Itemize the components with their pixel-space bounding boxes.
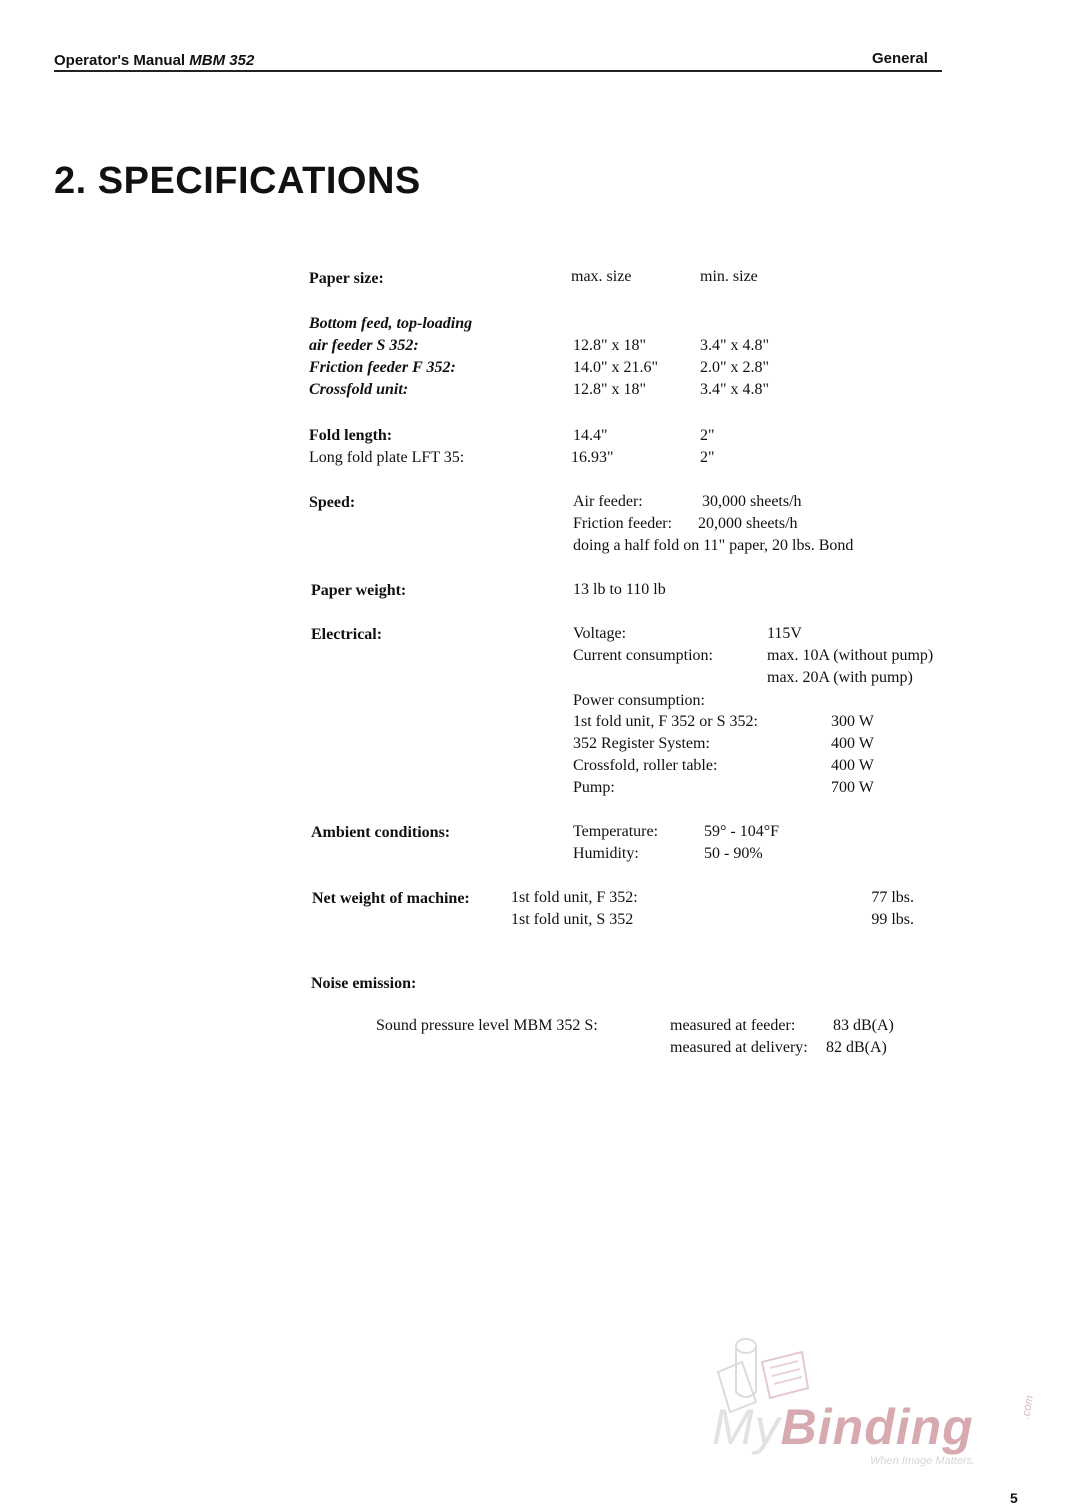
watermark-tagline: When Image Matters.: [870, 1455, 976, 1467]
power-row-label: 1st fold unit, F 352 or S 352:: [573, 713, 758, 730]
feeder-measure-value: 83 dB(A): [833, 1017, 894, 1034]
air-feeder-speed-label: Air feeder:: [573, 493, 643, 510]
bottom-feed-label: Bottom feed, top-loading: [309, 315, 473, 332]
delivery-measure-label: measured at delivery:: [670, 1039, 808, 1056]
air-feeder-label: air feeder S 352:: [309, 337, 419, 354]
friction-feeder-min: 2.0" x 2.8": [700, 359, 770, 376]
noise-emission-label: Noise emission:: [311, 975, 417, 992]
electrical-label: Electrical:: [311, 626, 383, 643]
humidity-label: Humidity:: [573, 845, 639, 862]
page-number: 5: [1010, 1490, 1018, 1506]
fold-length-min: 2": [700, 427, 715, 444]
min-size-header: min. size: [700, 268, 758, 285]
header-manual-label: Operator's Manual: [54, 52, 190, 69]
air-feeder-min: 3.4" x 4.8": [700, 337, 770, 354]
power-row-value: 400 W: [831, 757, 874, 774]
current-consumption-label: Current consumption:: [573, 647, 713, 664]
long-fold-plate-min: 2": [700, 449, 715, 466]
power-row-label: 352 Register System:: [573, 735, 710, 752]
long-fold-plate-label: Long fold plate LFT 35:: [309, 449, 465, 466]
header-title: [54, 52, 254, 69]
current-consumption-value-2: max. 20A (with pump): [767, 669, 913, 686]
voltage-value: 115V: [767, 625, 802, 642]
page-title: 2. SPECIFICATIONS: [54, 160, 421, 202]
speed-label: Speed:: [309, 494, 356, 511]
paper-weight-label: Paper weight:: [311, 582, 407, 599]
watermark-binding: Binding: [780, 1399, 974, 1455]
crossfold-unit-max: 12.8" x 18": [573, 381, 647, 398]
power-row-label: Crossfold, roller table:: [573, 757, 718, 774]
long-fold-plate-max: 16.93": [571, 449, 614, 466]
speed-note: doing a half fold on 11" paper, 20 lbs. Bond: [573, 537, 854, 554]
friction-feeder-max: 14.0" x 21.6": [573, 359, 659, 376]
voltage-label: Voltage:: [573, 625, 627, 642]
net-weight-row-value: 99 lbs.: [871, 911, 914, 928]
watermark-wordmark: [712, 1398, 974, 1456]
air-feeder-max: 12.8" x 18": [573, 337, 647, 354]
watermark-com: .com: [1020, 1394, 1036, 1421]
power-row-value: 300 W: [831, 713, 874, 730]
humidity-value: 50 - 90%: [704, 845, 763, 862]
delivery-measure-value: 82 dB(A): [826, 1039, 887, 1056]
paper-size-label: Paper size:: [309, 270, 384, 287]
feeder-measure-label: measured at feeder:: [670, 1017, 796, 1034]
friction-feeder-label: Friction feeder F 352:: [309, 359, 456, 376]
power-row-value: 700 W: [831, 779, 874, 796]
power-row-value: 400 W: [831, 735, 874, 752]
power-consumption-label: Power consumption:: [573, 692, 705, 709]
air-feeder-speed-value: 30,000 sheets/h: [702, 493, 802, 510]
header-rule: [54, 70, 942, 72]
fold-length-max: 14.4": [573, 427, 608, 444]
header-section: General: [872, 50, 928, 67]
net-weight-row-label: 1st fold unit, F 352:: [511, 889, 638, 906]
net-weight-label: Net weight of machine:: [312, 890, 470, 907]
header-model: MBM 352: [189, 52, 255, 69]
fold-length-label: Fold length:: [309, 427, 393, 444]
paper-weight-value: 13 lb to 110 lb: [573, 581, 666, 598]
max-size-header: max. size: [571, 268, 632, 285]
net-weight-row-value: 77 lbs.: [871, 889, 914, 906]
power-row-label: Pump:: [573, 779, 615, 796]
crossfold-unit-label: Crossfold unit:: [309, 381, 409, 398]
friction-feeder-speed-value: 20,000 sheets/h: [698, 515, 798, 532]
temperature-label: Temperature:: [573, 823, 659, 840]
temperature-value: 59° - 104°F: [704, 823, 780, 840]
crossfold-unit-min: 3.4" x 4.8": [700, 381, 770, 398]
ambient-conditions-label: Ambient conditions:: [311, 824, 451, 841]
watermark-my: My: [712, 1399, 781, 1455]
sound-pressure-label: Sound pressure level MBM 352 S:: [376, 1017, 598, 1034]
net-weight-row-label: 1st fold unit, S 352: [511, 911, 634, 928]
current-consumption-value-1: max. 10A (without pump): [767, 647, 934, 664]
friction-feeder-speed-label: Friction feeder:: [573, 515, 673, 532]
